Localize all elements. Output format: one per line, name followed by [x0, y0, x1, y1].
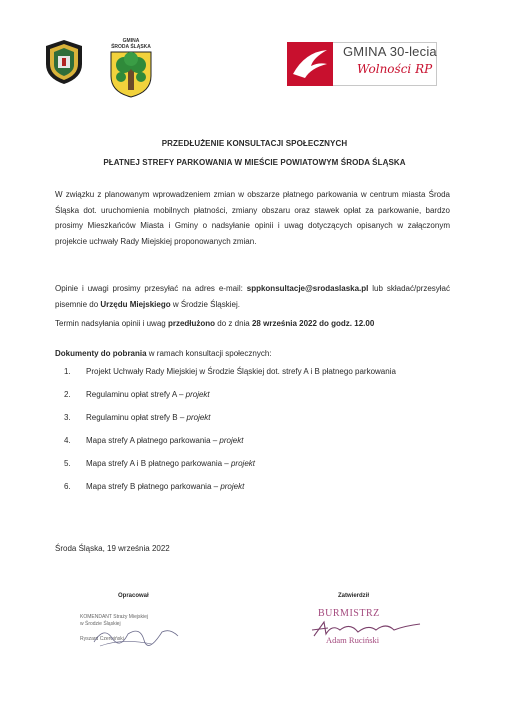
document-item[interactable]: [64, 456, 454, 472]
document-number: 4.: [64, 436, 71, 445]
document-number: 6.: [64, 482, 71, 491]
documents-intro-text: w ramach konsultacji społecznych:: [146, 349, 272, 358]
document-title: Projekt Uchwały Rady Miejskiej w Środzie Śląskiej dot. strefy A i B płatnego parkowania: [86, 367, 396, 376]
coat-of-arms-caption: GMINA ŚRODA ŚLĄSKA: [111, 38, 151, 50]
contact-text-2: lub składać/przesyłać pisemnie do: [55, 284, 450, 309]
prepared-by-label: Opracował: [118, 593, 149, 599]
stamp-line: KOMENDANT Straży Miejskiej: [80, 614, 148, 620]
mayor-name: Adam Ruciński: [326, 635, 380, 645]
stamp-line: w Środzie Śląskiej: [80, 621, 121, 627]
contact-text-1: Opinie i uwagi prosimy przesyłać na adres e-mail:: [55, 284, 247, 293]
gmina-30-lecia-logo: [287, 42, 437, 86]
sroda-slaska-coat-of-arms-logo: [107, 38, 155, 96]
document-title: Regulaminu opłat strefy B –: [86, 413, 187, 422]
document-item[interactable]: [64, 433, 454, 449]
intro-paragraph: W związku z planowanym wprowadzeniem zmian w obszarze płatnego parkowania w centrum miasta Środa Śląska dot. uruchomienia mobilnych płatności, zmiany obszaru oraz stawek opłat za parkowanie, bardzo prosimy Mieszkańców Miasta i Gminy o nadsyłanie opinii i uwag dotyczących opisanych w załączonym projekcie uchwały Rady Miejskiej proponowanych zmian.: [55, 190, 450, 246]
document-title: Mapa strefy A i B płatnego parkowania –: [86, 459, 231, 468]
documents-intro: [55, 346, 450, 362]
document-draft-label: projekt: [186, 413, 211, 422]
document-draft-label: projekt: [220, 482, 245, 491]
logo-gmina-title: GMINA 30-lecia: [343, 44, 437, 59]
logo-wolnosci-subtitle: Wolności RP: [357, 62, 433, 76]
deadline-extended: przedłużono: [167, 319, 216, 328]
document-number: 2.: [64, 390, 71, 399]
document-title: Mapa strefy A płatnego parkowania –: [86, 436, 220, 445]
document-title: Mapa strefy B płatnego parkowania –: [86, 482, 221, 491]
approved-signature-icon: [310, 616, 430, 642]
prepared-signature-icon: [92, 620, 182, 650]
documents-heading: Dokumenty do pobrania: [55, 349, 147, 358]
document-draft-label: projekt: [185, 390, 210, 399]
deadline-text-2: do z dnia: [215, 319, 252, 328]
deadline-text-1: Termin nadsyłania opinii i uwag: [55, 319, 168, 328]
city-guard-badge-logo: [42, 38, 86, 86]
documents-list: [64, 364, 454, 502]
contact-email-link[interactable]: sppkonsultacje@srodaslaska.pl: [246, 284, 369, 293]
document-title: Regulaminu opłat strefy A –: [86, 390, 186, 399]
document-item[interactable]: [64, 364, 454, 380]
approved-by-label: Zatwierdził: [338, 593, 370, 599]
document-title-line-1: PRZEDŁUŻENIE KONSULTACJI SPOŁECZNYCH: [161, 139, 348, 148]
deadline-date: 28 września 2022 do godz. 12.00: [251, 319, 375, 328]
contact-paragraph: [55, 281, 450, 312]
contact-text-3: w Środzie Śląskiej.: [170, 299, 240, 309]
document-title-line-2: PŁATNEJ STREFY PARKOWANIA W MIEŚCIE POWIATOWYM ŚRODA ŚLĄSKA: [103, 158, 406, 167]
mayor-role: BURMISTRZ: [318, 608, 380, 619]
document-number: 1.: [64, 367, 71, 376]
place-and-date: Środa Śląska, 19 września 2022: [55, 544, 170, 553]
document-item[interactable]: [64, 479, 454, 495]
contact-office: Urzędu Miejskiego: [100, 299, 171, 309]
stamp-line: Ryszard Czerwiński: [80, 636, 124, 642]
document-number: 3.: [64, 413, 71, 422]
deadline-paragraph: [55, 316, 450, 332]
document-item[interactable]: [64, 410, 454, 426]
document-item[interactable]: [64, 387, 454, 403]
document-draft-label: projekt: [230, 459, 255, 468]
document-number: 5.: [64, 459, 71, 468]
document-draft-label: projekt: [219, 436, 244, 445]
